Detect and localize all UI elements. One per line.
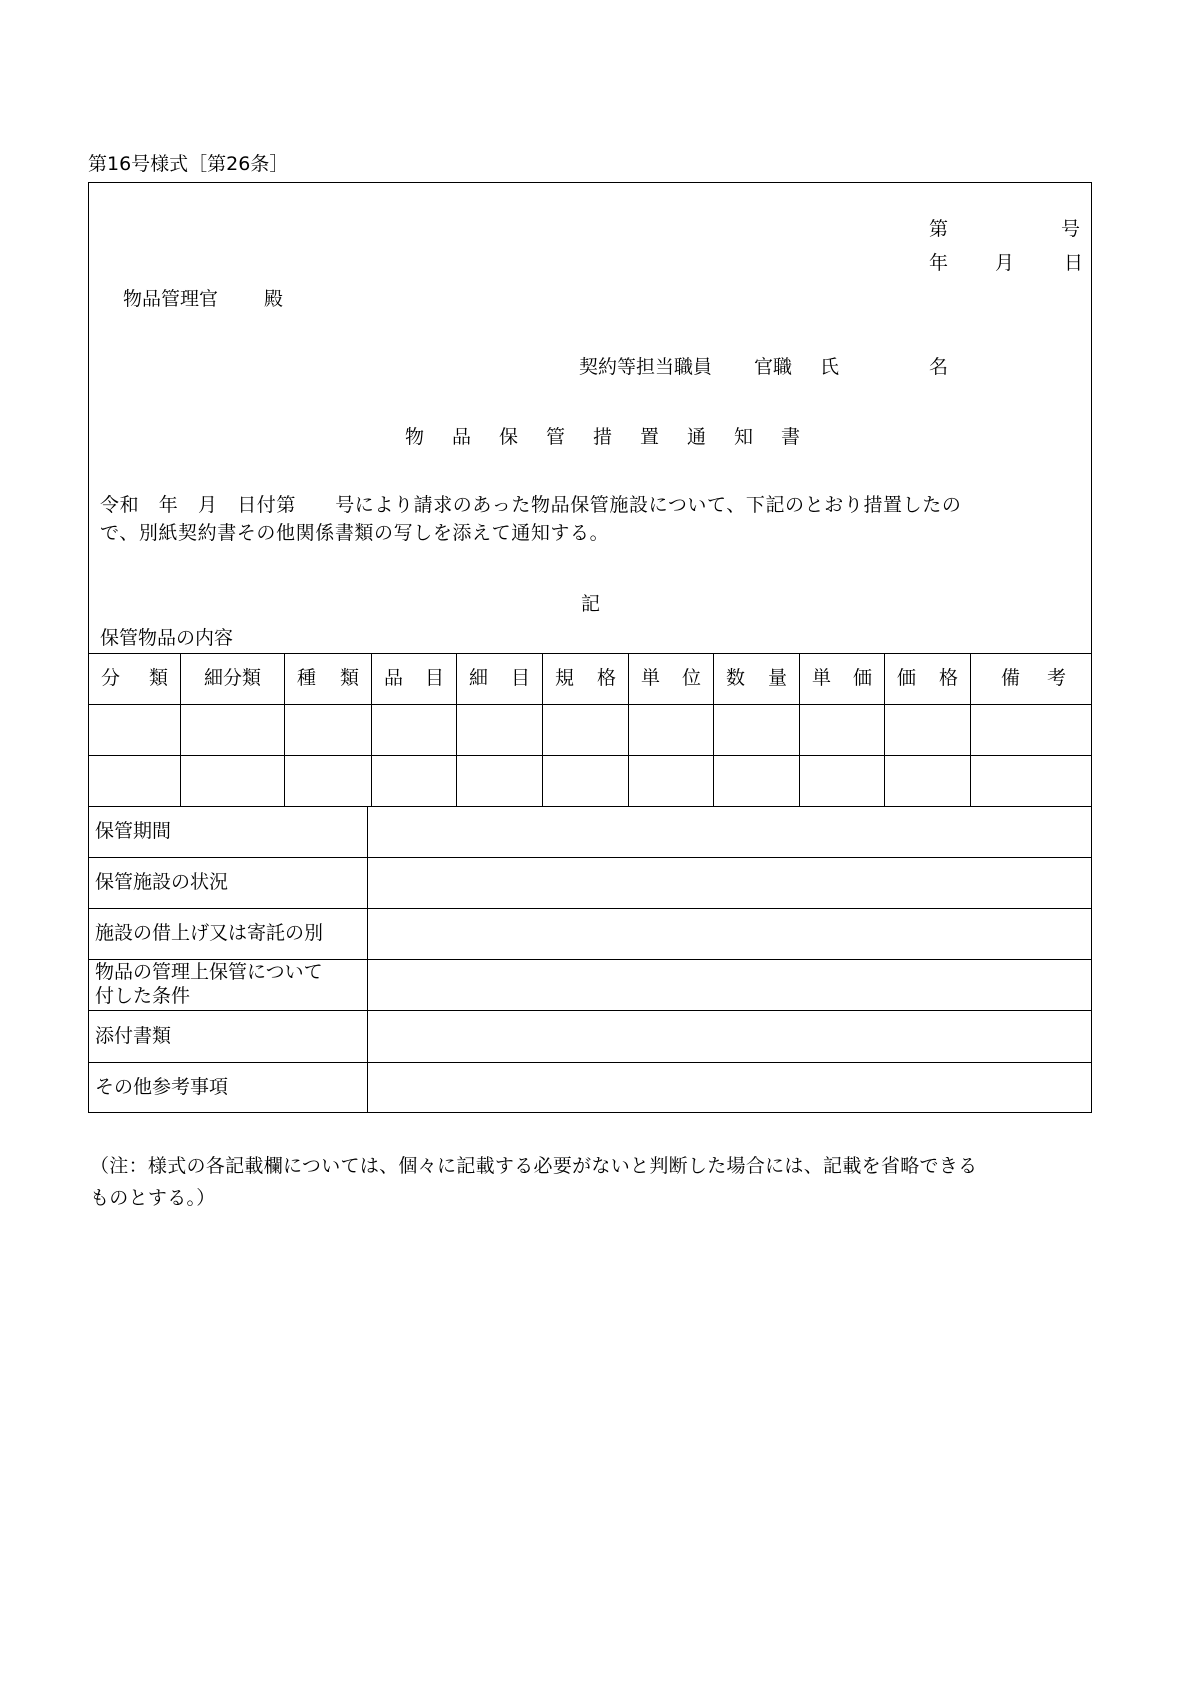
table-cell-input[interactable] (285, 705, 370, 754)
col-header-text: 格 (596, 667, 616, 689)
detail-label-attachments (92, 1010, 364, 1062)
body-line-1: 令和 年 月 日付第 号により請求のあった物品保管施設について、下記のとおり措置したの (100, 494, 962, 516)
table-cell-input[interactable] (543, 756, 627, 805)
detail-label-conditions (92, 959, 364, 1010)
col-header-text: 格 (938, 667, 958, 689)
detail-value-other-notes[interactable] (369, 1064, 1090, 1112)
doc-number-prefix: 第 (929, 218, 949, 240)
sender-name-label-b: 名 (929, 356, 949, 378)
table-cell-input[interactable] (800, 756, 883, 805)
title-char: 置 (640, 426, 660, 448)
col-header-text: 数 (726, 667, 746, 689)
col-header-saibunrui (181, 653, 284, 704)
detail-value-lease-or-deposit[interactable] (369, 910, 1090, 958)
detail-label-storage-period (92, 806, 364, 857)
addressee: 物品管理官 (123, 288, 219, 310)
date-day: 日 (1064, 252, 1084, 274)
col-header-text: 分 (101, 667, 121, 689)
table-cell-input[interactable] (800, 705, 883, 754)
col-header-text: 備 (1001, 667, 1021, 689)
table-cell-input[interactable] (971, 705, 1090, 754)
title-char: 物 (405, 426, 425, 448)
col-header-text: 品 (384, 667, 404, 689)
sender-name-label-a: 氏 (820, 356, 840, 378)
body-line-2: で、別紙契約書その他関係書類の写しを添えて通知する。 (100, 522, 610, 544)
col-header-text: 単 (812, 667, 832, 689)
col-header-text: 細 (469, 667, 489, 689)
col-header-text: 類 (148, 667, 168, 689)
sender-position: 官職 (754, 356, 793, 378)
col-header-text: 量 (767, 667, 787, 689)
col-header-text: 価 (852, 667, 872, 689)
table-cell-input[interactable] (971, 756, 1090, 805)
detail-label-text: 施設の借上げ又は寄託の別 (95, 922, 324, 945)
table-cell-input[interactable] (372, 705, 455, 754)
col-header-biko (971, 653, 1092, 704)
detail-label-lease-or-deposit (92, 908, 364, 959)
title-char: 措 (593, 426, 613, 448)
col-header-text: 目 (424, 667, 444, 689)
col-header-text: 類 (339, 667, 359, 689)
date-year: 年 (929, 252, 949, 274)
table-cell-input[interactable] (885, 705, 969, 754)
col-header-text: 価 (897, 667, 917, 689)
col-header-text: 位 (681, 667, 701, 689)
table-cell-input[interactable] (181, 705, 283, 754)
detail-value-conditions[interactable] (369, 961, 1090, 1009)
table-cell-input[interactable] (629, 756, 712, 805)
col-header-kakaku (885, 653, 970, 704)
detail-value-attachments[interactable] (369, 1012, 1090, 1061)
col-header-tanka (800, 653, 884, 704)
table-cell-input[interactable] (714, 705, 798, 754)
title-char: 知 (734, 426, 754, 448)
detail-value-storage-period[interactable] (369, 808, 1090, 856)
title-char: 管 (546, 426, 566, 448)
col-header-text: 考 (1046, 667, 1066, 689)
title-char: 書 (781, 426, 801, 448)
table-cell-input[interactable] (457, 756, 541, 805)
detail-label-facility-status (92, 857, 364, 908)
col-header-text: 目 (510, 667, 530, 689)
col-header-shurui (285, 653, 371, 704)
col-header-kikaku (543, 653, 628, 704)
footnote-line-2: ものとする。） (90, 1187, 216, 1209)
col-header-suryo (714, 653, 799, 704)
ki-label: 記 (581, 593, 601, 615)
table-cell-input[interactable] (89, 705, 179, 754)
col-header-text: 種 (297, 667, 317, 689)
col-header-text: 規 (555, 667, 575, 689)
detail-label-text: 保管期間 (95, 820, 172, 843)
table-row (88, 755, 1092, 806)
col-header-bunrui (89, 653, 180, 704)
col-header-text: 単 (641, 667, 661, 689)
table-cell-input[interactable] (714, 756, 798, 805)
title-char: 品 (452, 426, 472, 448)
table-cell-input[interactable] (372, 756, 455, 805)
document-title (405, 428, 828, 447)
doc-number-suffix: 号 (1061, 218, 1081, 240)
table-cell-input[interactable] (89, 756, 179, 805)
table-cell-input[interactable] (285, 756, 370, 805)
detail-label-other-notes (92, 1062, 364, 1113)
section-label: 保管物品の内容 (100, 627, 234, 649)
title-char: 通 (687, 426, 707, 448)
col-header-saimoku (457, 653, 542, 704)
form-number: 第16号様式［第26条］ (88, 153, 289, 175)
table-cell-input[interactable] (885, 756, 969, 805)
col-header-text: 細分類 (203, 667, 261, 689)
detail-label-text: 物品の管理上保管について (95, 960, 323, 983)
honorific: 殿 (264, 288, 284, 310)
table-cell-input[interactable] (457, 705, 541, 754)
col-header-hinmoku (372, 653, 456, 704)
detail-label-text: 付した条件 (95, 984, 191, 1007)
footnote-line-1: （注：様式の各記載欄については、個々に記載する必要がないと判断した場合には、記載を省略できる (90, 1155, 978, 1177)
table-row (88, 704, 1092, 755)
detail-label-text: 添付書類 (95, 1024, 172, 1047)
table-cell-input[interactable] (181, 756, 283, 805)
date-month: 月 (995, 252, 1015, 274)
detail-label-text: 保管施設の状況 (95, 871, 229, 894)
title-char: 保 (499, 426, 519, 448)
doc-number-field[interactable] (952, 218, 1057, 240)
detail-label-text: その他参考事項 (95, 1076, 229, 1099)
col-header-tani (629, 653, 713, 704)
table-cell-input[interactable] (629, 705, 712, 754)
sender-title: 契約等担当職員 (579, 356, 713, 378)
table-cell-input[interactable] (543, 705, 627, 754)
detail-value-facility-status[interactable] (369, 859, 1090, 907)
